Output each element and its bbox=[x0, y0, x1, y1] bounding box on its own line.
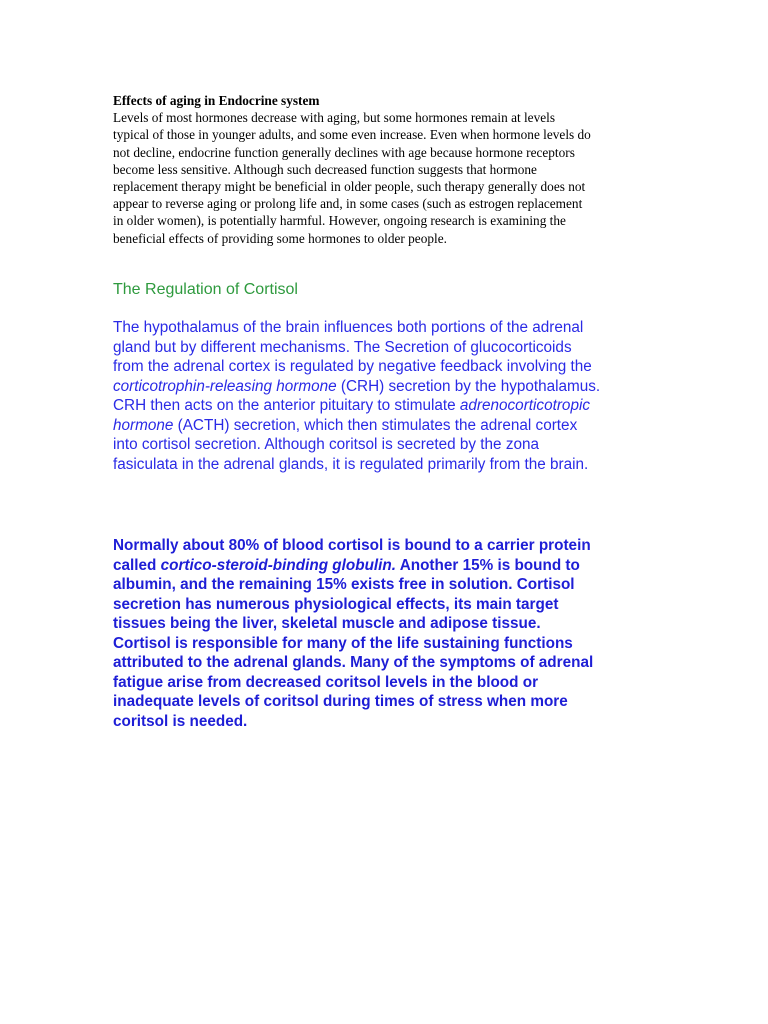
binding-text: called bbox=[113, 556, 161, 574]
regulation-line bbox=[113, 416, 658, 436]
regulation-line: fasiculata in the adrenal glands, it is regulated primarily from the brain. bbox=[113, 455, 589, 473]
regulation-line bbox=[113, 396, 658, 416]
regulation-text: (CRH) secretion by the hypothalamus. bbox=[336, 377, 601, 395]
regulation-text: CRH then acts on the anterior pituitary to stimulate bbox=[113, 397, 460, 414]
binding-line: secretion has numerous physiological effects, its main target bbox=[113, 595, 559, 613]
aging-line: Levels of most hormones decrease with aging, but some hormones remain at levels bbox=[113, 110, 556, 126]
aging-line: beneficial effects of providing some hormones to older people. bbox=[113, 230, 447, 246]
cortisol-binding-paragraph bbox=[113, 536, 658, 731]
aging-line: appear to reverse aging or prolong life and, in some cases (such as estrogen replacement bbox=[113, 196, 583, 212]
aging-line: in older women), is potentially harmful. However, ongoing research is examining the bbox=[113, 213, 566, 229]
regulation-line: gland but by different mechanisms. The Secretion of glucocorticoids bbox=[113, 338, 572, 356]
binding-line: Normally about 80% of blood cortisol is bound to a carrier protein bbox=[113, 537, 591, 554]
aging-line: typical of those in younger adults, and some even increase. Even when hormone levels do bbox=[113, 127, 591, 143]
binding-text: Another 15% is bound to bbox=[396, 556, 580, 574]
acth-term-part2: hormone bbox=[113, 416, 174, 434]
aging-section bbox=[113, 92, 658, 247]
aging-title: Effects of aging in Endocrine system bbox=[113, 93, 320, 108]
aging-line: become less sensitive. Although such decreased function suggests that hormone bbox=[113, 161, 537, 177]
crh-term: corticotrophin-releasing hormone bbox=[113, 377, 337, 395]
regulation-line bbox=[113, 377, 658, 397]
binding-line: Cortisol is responsible for many of the life sustaining functions bbox=[113, 634, 573, 652]
aging-line: not decline, endocrine function generally declines with age because hormone receptors bbox=[113, 144, 575, 160]
regulation-line: into cortisol secretion. Although coritsol is secreted by the zona bbox=[113, 436, 539, 453]
cortisol-regulation-paragraph bbox=[113, 318, 658, 474]
regulation-line: from the adrenal cortex is regulated by negative feedback involving the bbox=[113, 358, 592, 375]
binding-line: fatigue arise from decreased coritsol levels in the blood or bbox=[113, 673, 539, 691]
regulation-text: (ACTH) secretion, which then stimulates the adrenal cortex bbox=[173, 416, 578, 434]
binding-line: attributed to the adrenal glands. Many of the symptoms of adrenal bbox=[113, 654, 594, 671]
acth-term-part1: adrenocorticotropic bbox=[459, 397, 590, 414]
binding-line: tissues being the liver, skeletal muscle and adipose tissue. bbox=[113, 615, 541, 632]
binding-line: albumin, and the remaining 15% exists free in solution. Cortisol bbox=[113, 576, 575, 593]
globulin-term: cortico-steroid-binding globulin. bbox=[160, 556, 397, 574]
binding-line: coritsol is needed. bbox=[113, 712, 248, 730]
cortisol-regulation-heading: The Regulation of Cortisol bbox=[113, 281, 298, 298]
binding-line: inadequate levels of coritsol during times of stress when more bbox=[113, 693, 568, 710]
regulation-line: The hypothalamus of the brain influences both portions of the adrenal bbox=[113, 319, 584, 336]
aging-line: replacement therapy might be beneficial in older people, such therapy generally does not bbox=[113, 179, 586, 195]
binding-line bbox=[113, 556, 658, 576]
